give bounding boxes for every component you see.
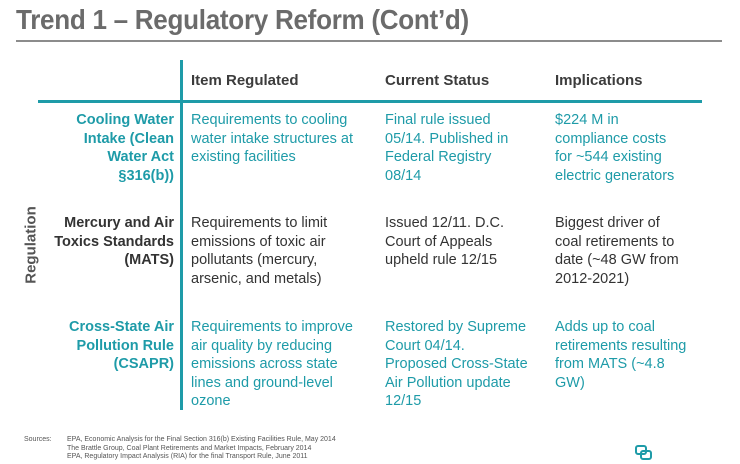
current-status-cell: Restored by Supreme Court 04/14. Proposed Cross-State Air Pollution update 12/15 — [385, 319, 528, 409]
column-header-implications: Implications — [555, 72, 643, 89]
regulation-name: Cross-State Air Pollution Rule (CSAPR) — [68, 319, 174, 372]
column-header-item-regulated: Item Regulated — [191, 72, 299, 89]
item-regulated-cell: Requirements to improve air quality by reducing emissions across state lines and ground-level ozone — [191, 319, 353, 409]
source-line: EPA, Regulatory Impact Analysis (RIA) for the final Transport Rule, June 2011 — [67, 453, 308, 460]
implications-cell: Biggest driver of coal retirements to date (~48 GW from 2012-2021) — [555, 215, 679, 287]
item-regulated-cell: Requirements to limit emissions of toxic air pollutants (mercury, arsenic, and metals) — [191, 215, 328, 287]
column-header-current-status: Current Status — [385, 72, 490, 89]
slide-title: Trend 1 – Regulatory Reform (Cont’d) — [16, 4, 469, 35]
implications-cell: $224 M in compliance costs for ~544 existing electric generators — [555, 112, 675, 184]
source-line: The Brattle Group, Coal Plant Retirements and Market Impacts, February 2014 — [67, 444, 312, 452]
item-regulated-cell: Requirements to cooling water intake structures at existing facilities — [191, 112, 353, 165]
sources-label: Sources: — [24, 436, 52, 443]
column-divider — [180, 60, 183, 410]
regulation-name: Cooling Water Intake (Clean Water Act §316(b)) — [76, 112, 174, 184]
company-logo-icon — [632, 444, 654, 464]
regulation-axis-label: Regulation — [22, 206, 40, 284]
current-status-cell: Final rule issued 05/14. Published in Federal Registry 08/14 — [385, 112, 509, 184]
source-line: EPA, Economic Analysis for the Final Section 316(b) Existing Facilities Rule, May 2014 — [67, 436, 336, 443]
title-divider — [16, 40, 722, 42]
regulation-name: Mercury and Air Toxics Standards (MATS) — [54, 215, 174, 268]
implications-cell: Adds up to coal retirements resulting from MATS (~4.8 GW) — [555, 319, 687, 391]
current-status-cell: Issued 12/11. D.C. Court of Appeals upheld rule 12/15 — [385, 215, 505, 268]
header-divider — [38, 100, 702, 103]
